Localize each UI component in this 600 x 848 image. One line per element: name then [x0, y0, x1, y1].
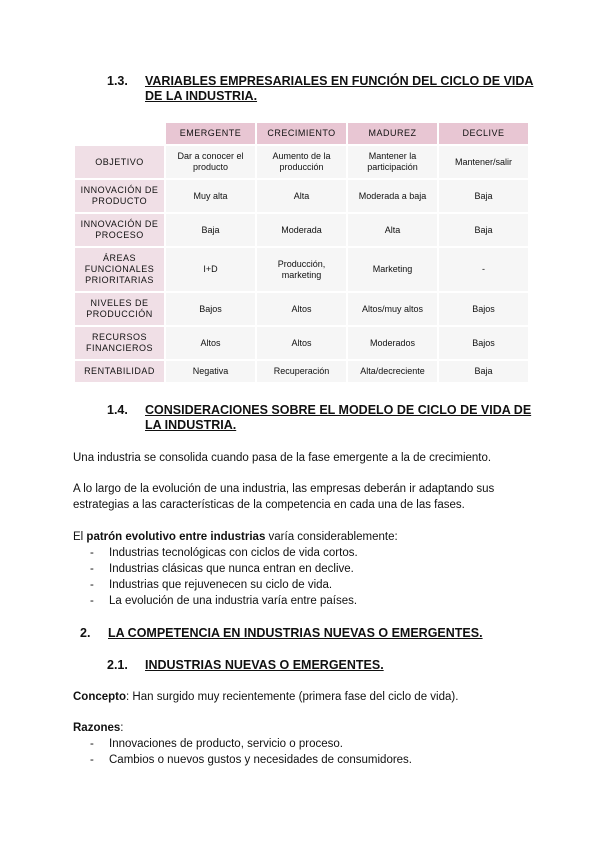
bullet-list [90, 736, 412, 768]
section-title-line: DE LA INDUSTRIA. [145, 89, 258, 103]
section-title [145, 403, 531, 433]
section-number: 2. [80, 626, 91, 640]
section-title: LA COMPETENCIA EN INDUSTRIAS NUEVAS O EMERGENTES. [108, 626, 483, 640]
table-cell: Moderados [348, 327, 437, 359]
table-cell: Marketing [348, 248, 437, 291]
table-cell: Baja [439, 214, 528, 246]
lifecycle-table [73, 121, 530, 384]
list-item-text: Innovaciones de producto, servicio o proceso. [109, 738, 343, 750]
list-item-text: Industrias tecnológicas con ciclos de vida cortos. [109, 547, 358, 559]
dash-bullet: - [90, 547, 94, 559]
row-header: INNOVACIÓN DE PRODUCTO [75, 180, 164, 212]
paragraph-text: : Han surgido muy recientemente (primera fase del ciclo de vida). [126, 691, 459, 703]
row-header: NIVELES DE PRODUCCIÓN [75, 293, 164, 325]
table-row [75, 327, 528, 359]
dash-bullet: - [90, 595, 94, 607]
list-item [90, 545, 358, 561]
paragraph-text: : [120, 722, 124, 734]
table-row [75, 146, 528, 178]
table-cell: Moderada a baja [348, 180, 437, 212]
section-title [145, 74, 533, 104]
paragraph [73, 689, 528, 705]
paragraph: Una industria se consolida cuando pasa de la fase emergente a la de crecimiento. [73, 452, 492, 464]
row-header: ÁREAS FUNCIONALES PRIORITARIAS [75, 248, 164, 291]
list-item [90, 577, 358, 593]
column-header: EMERGENTE [166, 123, 255, 144]
list-item [90, 561, 358, 577]
row-header: RECURSOS FINANCIEROS [75, 327, 164, 359]
table-row [75, 293, 528, 325]
table-cell: Alta [257, 180, 346, 212]
table-corner [75, 123, 164, 144]
section-number: 1.4. [107, 403, 128, 417]
dash-bullet: - [90, 738, 94, 750]
table-cell: Bajos [166, 293, 255, 325]
table-cell: Dar a conocer el producto [166, 146, 255, 178]
list-item-text: La evolución de una industria varía entre países. [109, 595, 358, 607]
dash-bullet: - [90, 563, 94, 575]
table-cell: Negativa [166, 361, 255, 382]
bold-phrase: patrón evolutivo entre industrias [86, 531, 266, 543]
list-item-text: Industrias que rejuvenecen su ciclo de vida. [109, 579, 333, 591]
table-cell: Muy alta [166, 180, 255, 212]
dash-bullet: - [90, 754, 94, 766]
table-cell: Mantener la participación [348, 146, 437, 178]
section-title-line: LA INDUSTRIA. [145, 418, 237, 432]
list-item-text: Cambios o nuevos gustos y necesidades de consumidores. [109, 754, 413, 766]
table-cell: Baja [439, 180, 528, 212]
table-cell: Altos/muy altos [348, 293, 437, 325]
table-cell: Altos [257, 327, 346, 359]
section-title-line: VARIABLES EMPRESARIALES EN FUNCIÓN DEL CICLO DE VIDA [145, 74, 534, 88]
table-cell: Mantener/salir [439, 146, 528, 178]
row-header: RENTABILIDAD [75, 361, 164, 382]
paragraph [73, 720, 528, 736]
table-cell: Aumento de la producción [257, 146, 346, 178]
list-item [90, 752, 412, 768]
bold-label: Concepto [73, 691, 127, 703]
table-cell: Altos [257, 293, 346, 325]
section-title: INDUSTRIAS NUEVAS O EMERGENTES. [145, 658, 384, 672]
section-number: 1.3. [107, 74, 128, 88]
column-header: CRECIMIENTO [257, 123, 346, 144]
table-cell: I+D [166, 248, 255, 291]
table-cell: Bajos [439, 293, 528, 325]
table-cell: Baja [166, 214, 255, 246]
table-row [75, 248, 528, 291]
column-header: DECLIVE [439, 123, 528, 144]
table-cell: Moderada [257, 214, 346, 246]
table-cell: Alta/decreciente [348, 361, 437, 382]
table-header-row [75, 123, 528, 144]
table-cell: Recuperación [257, 361, 346, 382]
section-number: 2.1. [107, 658, 128, 672]
table-row [75, 180, 528, 212]
table-cell: - [439, 248, 528, 291]
row-header: OBJETIVO [75, 146, 164, 178]
table-cell: Altos [166, 327, 255, 359]
table-row [75, 214, 528, 246]
paragraph: A lo largo de la evolución de una industria, las empresas deberán ir adaptando sus estrategias a las características de la competencia en cada una de las fases. [73, 483, 495, 511]
section-title-line: CONSIDERACIONES SOBRE EL MODELO DE CICLO DE VIDA DE [145, 403, 532, 417]
list-item-text: Industrias clásicas que nunca entran en declive. [109, 563, 354, 575]
table-cell: Bajos [439, 327, 528, 359]
bullet-list [90, 545, 358, 609]
table-row [75, 361, 528, 382]
paragraph-text: varía considerablemente: [265, 531, 398, 543]
table-cell: Alta [348, 214, 437, 246]
table-cell: Producción, marketing [257, 248, 346, 291]
table-cell: Baja [439, 361, 528, 382]
paragraph-text: El [73, 531, 87, 543]
list-item [90, 736, 412, 752]
bold-label: Razones [73, 722, 121, 734]
list-item [90, 593, 358, 609]
row-header: INNOVACIÓN DE PROCESO [75, 214, 164, 246]
column-header: MADUREZ [348, 123, 437, 144]
paragraph [73, 529, 528, 545]
dash-bullet: - [90, 579, 94, 591]
